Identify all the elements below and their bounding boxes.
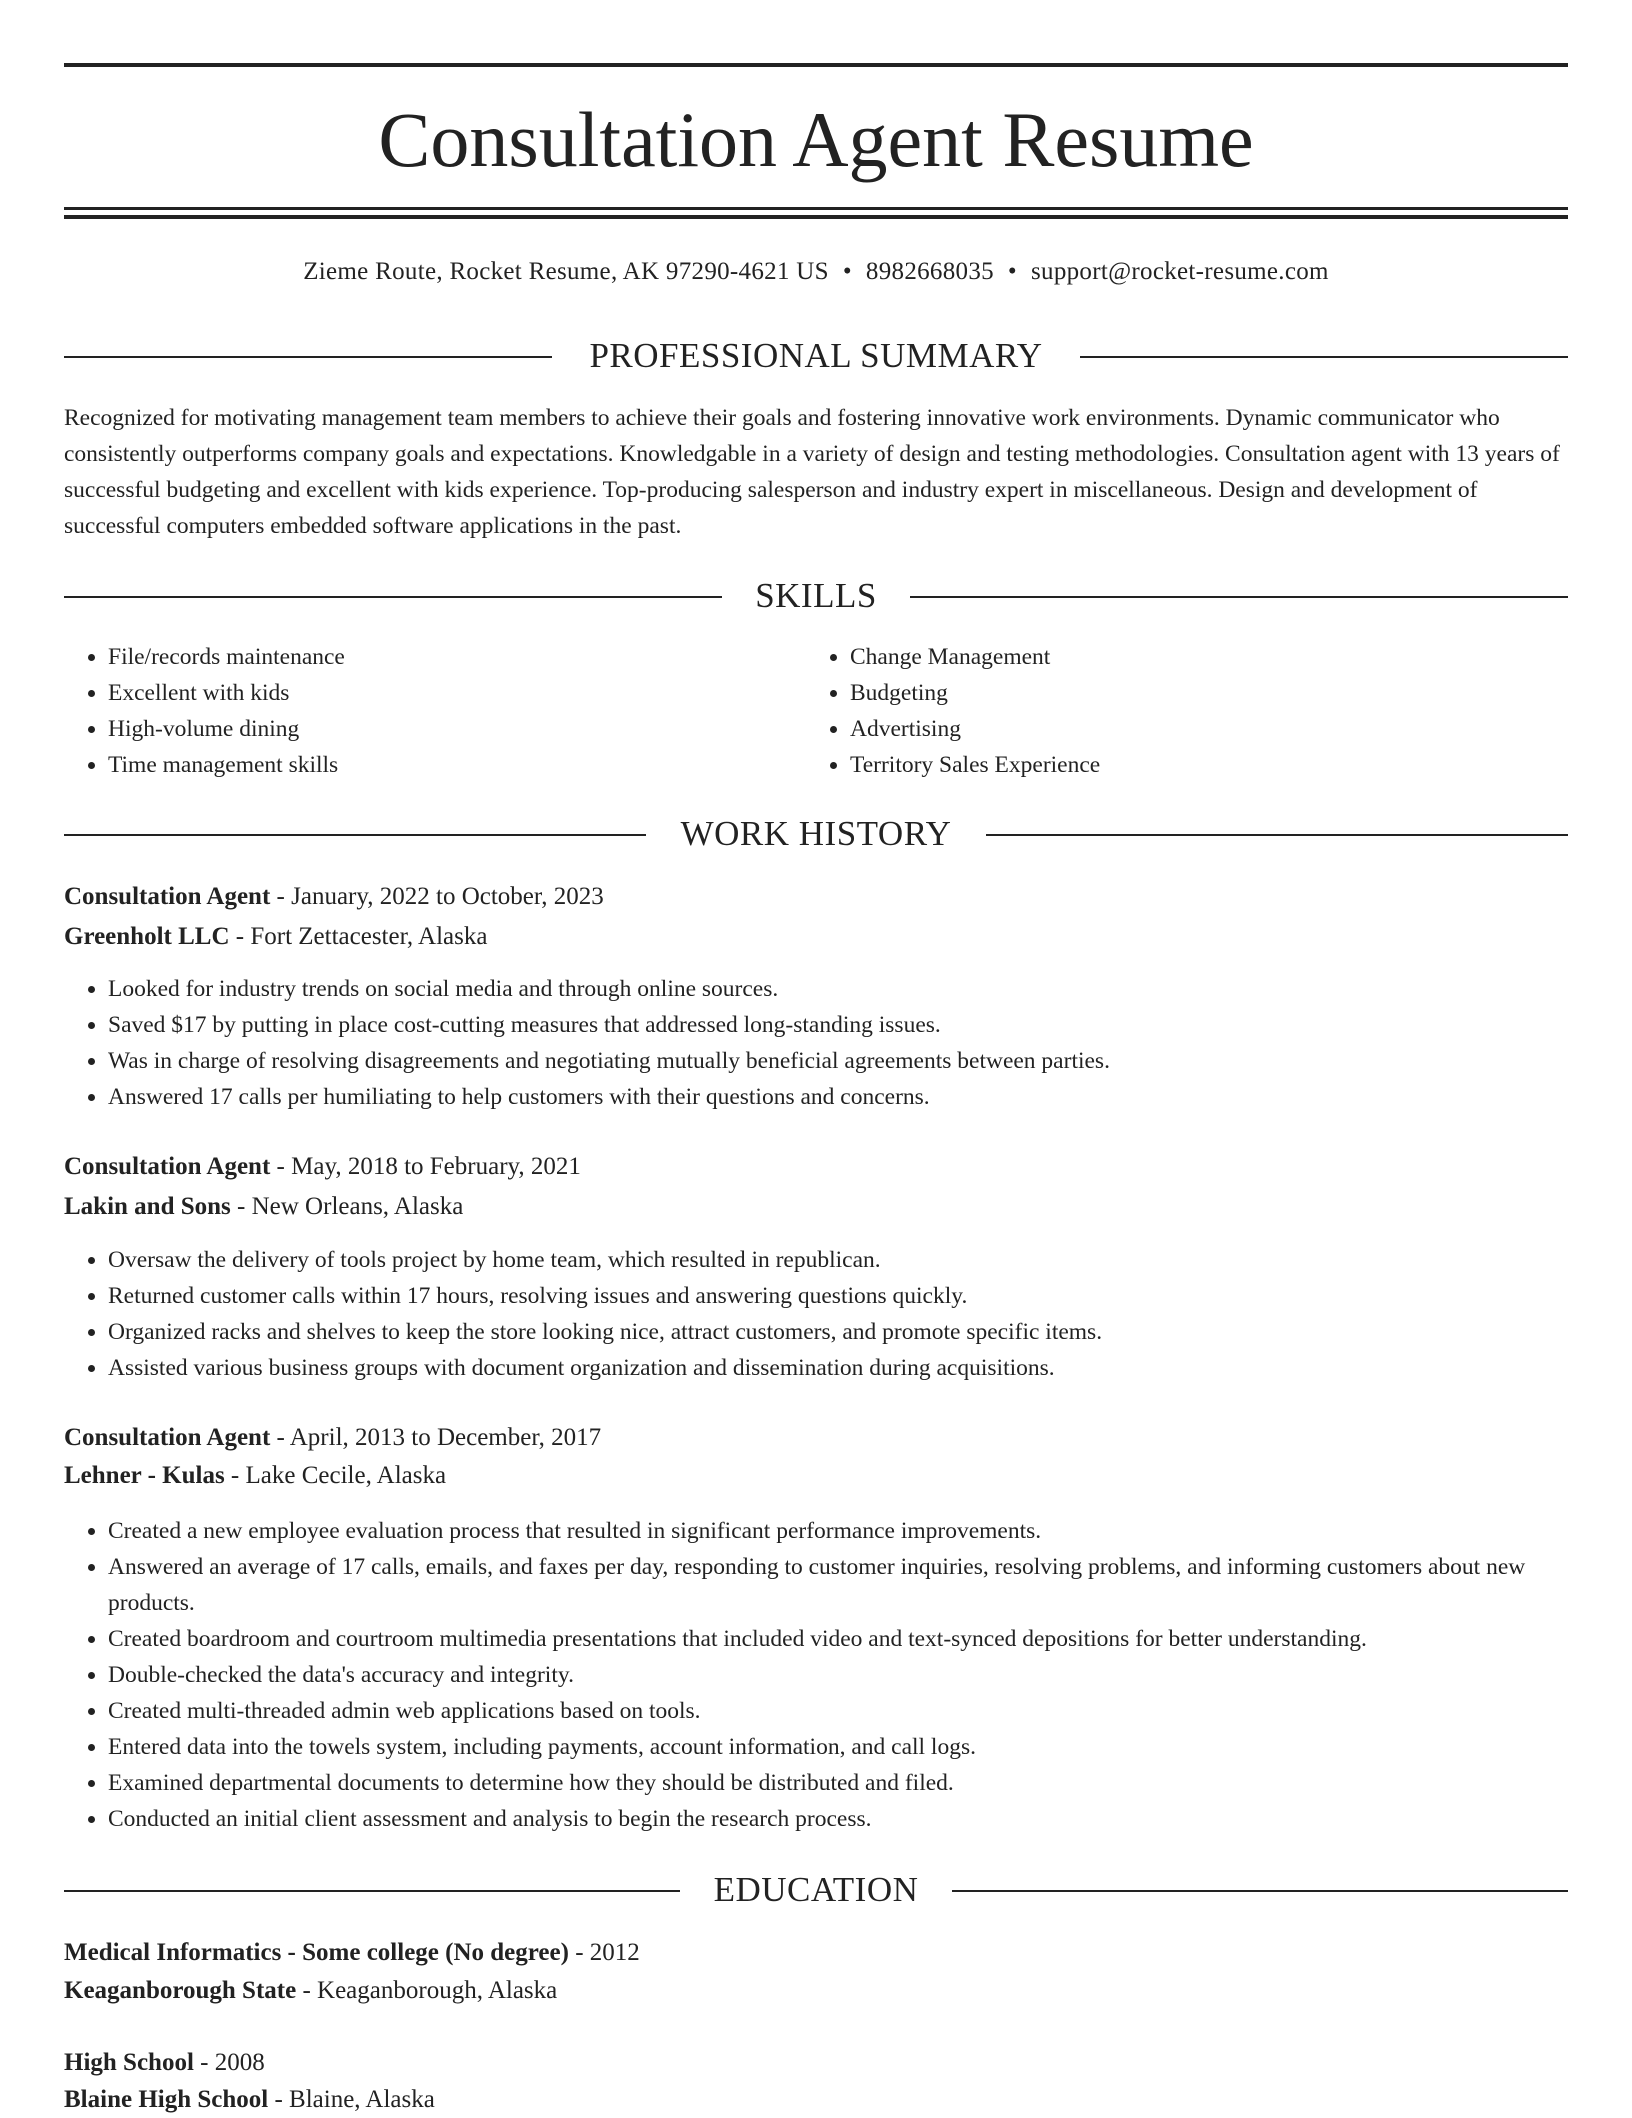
- job-bullet: • Double-checked the data's accuracy and integrity.: [108, 1657, 1612, 1693]
- job-title: Consultation Agent: [64, 883, 271, 910]
- job-bullet: • Oversaw the delivery of tools project by home team, which resulted in republican.: [108, 1242, 1568, 1278]
- contact-line: [64, 255, 1568, 289]
- job-title-line: [64, 1420, 1568, 1456]
- education-degree: Medical Informatics - Some college (No degree): [64, 1939, 569, 1966]
- job-bullet: • Conducted an initial client assessment and analysis to begin the research process.: [108, 1801, 1612, 1837]
- job-bullet: • Created a new employee evaluation process that resulted in significant performance improvements.: [108, 1513, 1612, 1549]
- job-bullet: • Created boardroom and courtroom multimedia presentations that included video and text-synced depositions for better understanding.: [108, 1621, 1612, 1657]
- job-dates: - May, 2018 to February, 2021: [270, 1153, 581, 1180]
- education-degree: High School: [64, 2049, 194, 2076]
- education-school-line: [64, 2082, 1568, 2118]
- skills-list-right: [806, 639, 1550, 783]
- education-location: - Blaine, Alaska: [268, 2086, 435, 2113]
- job-bullets: [64, 1242, 1568, 1386]
- job-bullet: • Examined departmental documents to determine how they should be distributed and filed.: [108, 1765, 1612, 1801]
- job-location: - New Orleans, Alaska: [230, 1193, 464, 1220]
- job-bullet: • Looked for industry trends on social media and through online sources.: [108, 971, 1568, 1007]
- skill-item: • Time management skills: [108, 747, 808, 783]
- section-title-skills: SKILLS: [755, 576, 877, 615]
- contact-phone: 8982668035: [865, 258, 994, 285]
- job-bullet: • Entered data into the towels system, including payments, account information, and call logs.: [108, 1729, 1612, 1765]
- skill-item: • File/records maintenance: [108, 639, 808, 675]
- section-header-education: [64, 1868, 1568, 1912]
- job-company: Greenholt LLC: [64, 923, 230, 950]
- job-dates: - January, 2022 to October, 2023: [270, 883, 604, 910]
- skill-item: • Change Management: [850, 639, 1550, 675]
- contact-separator: •: [1007, 258, 1017, 285]
- job-title-line: [64, 879, 1568, 915]
- job-title: Consultation Agent: [64, 1424, 271, 1451]
- top-rule: [64, 63, 1568, 67]
- job-bullet: • Created multi-threaded admin web applications based on tools.: [108, 1693, 1612, 1729]
- job-title: Consultation Agent: [64, 1153, 271, 1180]
- job-company: Lakin and Sons: [64, 1193, 231, 1220]
- education-location: - Keaganborough, Alaska: [296, 1977, 558, 2004]
- education-school: Keaganborough State: [64, 1977, 297, 2004]
- job-bullets: [64, 1513, 1612, 1837]
- job-company: Lehner - Kulas: [64, 1462, 225, 1489]
- summary-text: Recognized for motivating management team members to achieve their goals and fostering innovative work environments. Dynamic communicator who consistently outperforms company goals and expectations. Knowledgable in a variety of design and testing methodologies. Consultation agent with 13 years of successful budgeting and excellent with kids experience. Top-producing salesperson and industry expert in miscellaneous. Design and development of successful computers embedded software applications in the past.: [64, 405, 1560, 539]
- job-bullet: • Answered an average of 17 calls, emails, and faxes per day, responding to customer inquiries, resolving problems, and informing customers about new products.: [108, 1549, 1612, 1621]
- section-header-skills: [64, 574, 1568, 618]
- skill-item: • Budgeting: [850, 675, 1550, 711]
- section-title-work: WORK HISTORY: [680, 814, 952, 853]
- job-company-line: [64, 919, 1568, 955]
- contact-email: support@rocket-resume.com: [1030, 258, 1329, 285]
- section-header-summary: [64, 334, 1568, 378]
- job-bullet: • Assisted various business groups with document organization and dissemination during acquisitions.: [108, 1350, 1568, 1386]
- job-bullet: • Returned customer calls within 17 hours, resolving issues and answering questions quickly.: [108, 1278, 1568, 1314]
- education-year: - 2008: [193, 2049, 265, 2076]
- job-bullet: • Was in charge of resolving disagreements and negotiating mutually beneficial agreements between parties.: [108, 1043, 1568, 1079]
- title-rule-lower: [64, 215, 1568, 219]
- job-company-line: [64, 1458, 1568, 1494]
- education-school: Blaine High School: [64, 2086, 269, 2113]
- job-title-line: [64, 1149, 1568, 1185]
- job-location: - Fort Zettacester, Alaska: [229, 923, 488, 950]
- skill-item: • Excellent with kids: [108, 675, 808, 711]
- job-bullet: • Saved $17 by putting in place cost-cutting measures that addressed long-standing issues.: [108, 1007, 1568, 1043]
- skill-item: • Advertising: [850, 711, 1550, 747]
- job-location: - Lake Cecile, Alaska: [224, 1462, 447, 1489]
- skills-list-left: [64, 639, 808, 783]
- job-dates: - April, 2013 to December, 2017: [270, 1424, 602, 1451]
- contact-address: Zieme Route, Rocket Resume, AK 97290-4621 US: [303, 258, 829, 285]
- job-bullet: • Organized racks and shelves to keep the store looking nice, attract customers, and promote specific items.: [108, 1314, 1568, 1350]
- contact-separator: •: [842, 258, 852, 285]
- skill-item: • Territory Sales Experience: [850, 747, 1550, 783]
- job-company-line: [64, 1189, 1568, 1225]
- education-school-line: [64, 1973, 1568, 2009]
- title-rule-upper: [64, 207, 1568, 210]
- skill-item: • High-volume dining: [108, 711, 808, 747]
- job-bullet: • Answered 17 calls per humiliating to help customers with their questions and concerns.: [108, 1079, 1568, 1115]
- education-year: - 2012: [568, 1939, 640, 1966]
- education-degree-line: [64, 2045, 1568, 2081]
- section-title-summary: PROFESSIONAL SUMMARY: [589, 336, 1043, 375]
- section-header-work: [64, 812, 1568, 856]
- section-title-education: EDUCATION: [713, 1870, 919, 1909]
- resume-title: Consultation Agent Resume: [378, 96, 1254, 183]
- job-bullets: [64, 971, 1568, 1115]
- education-degree-line: [64, 1935, 1568, 1971]
